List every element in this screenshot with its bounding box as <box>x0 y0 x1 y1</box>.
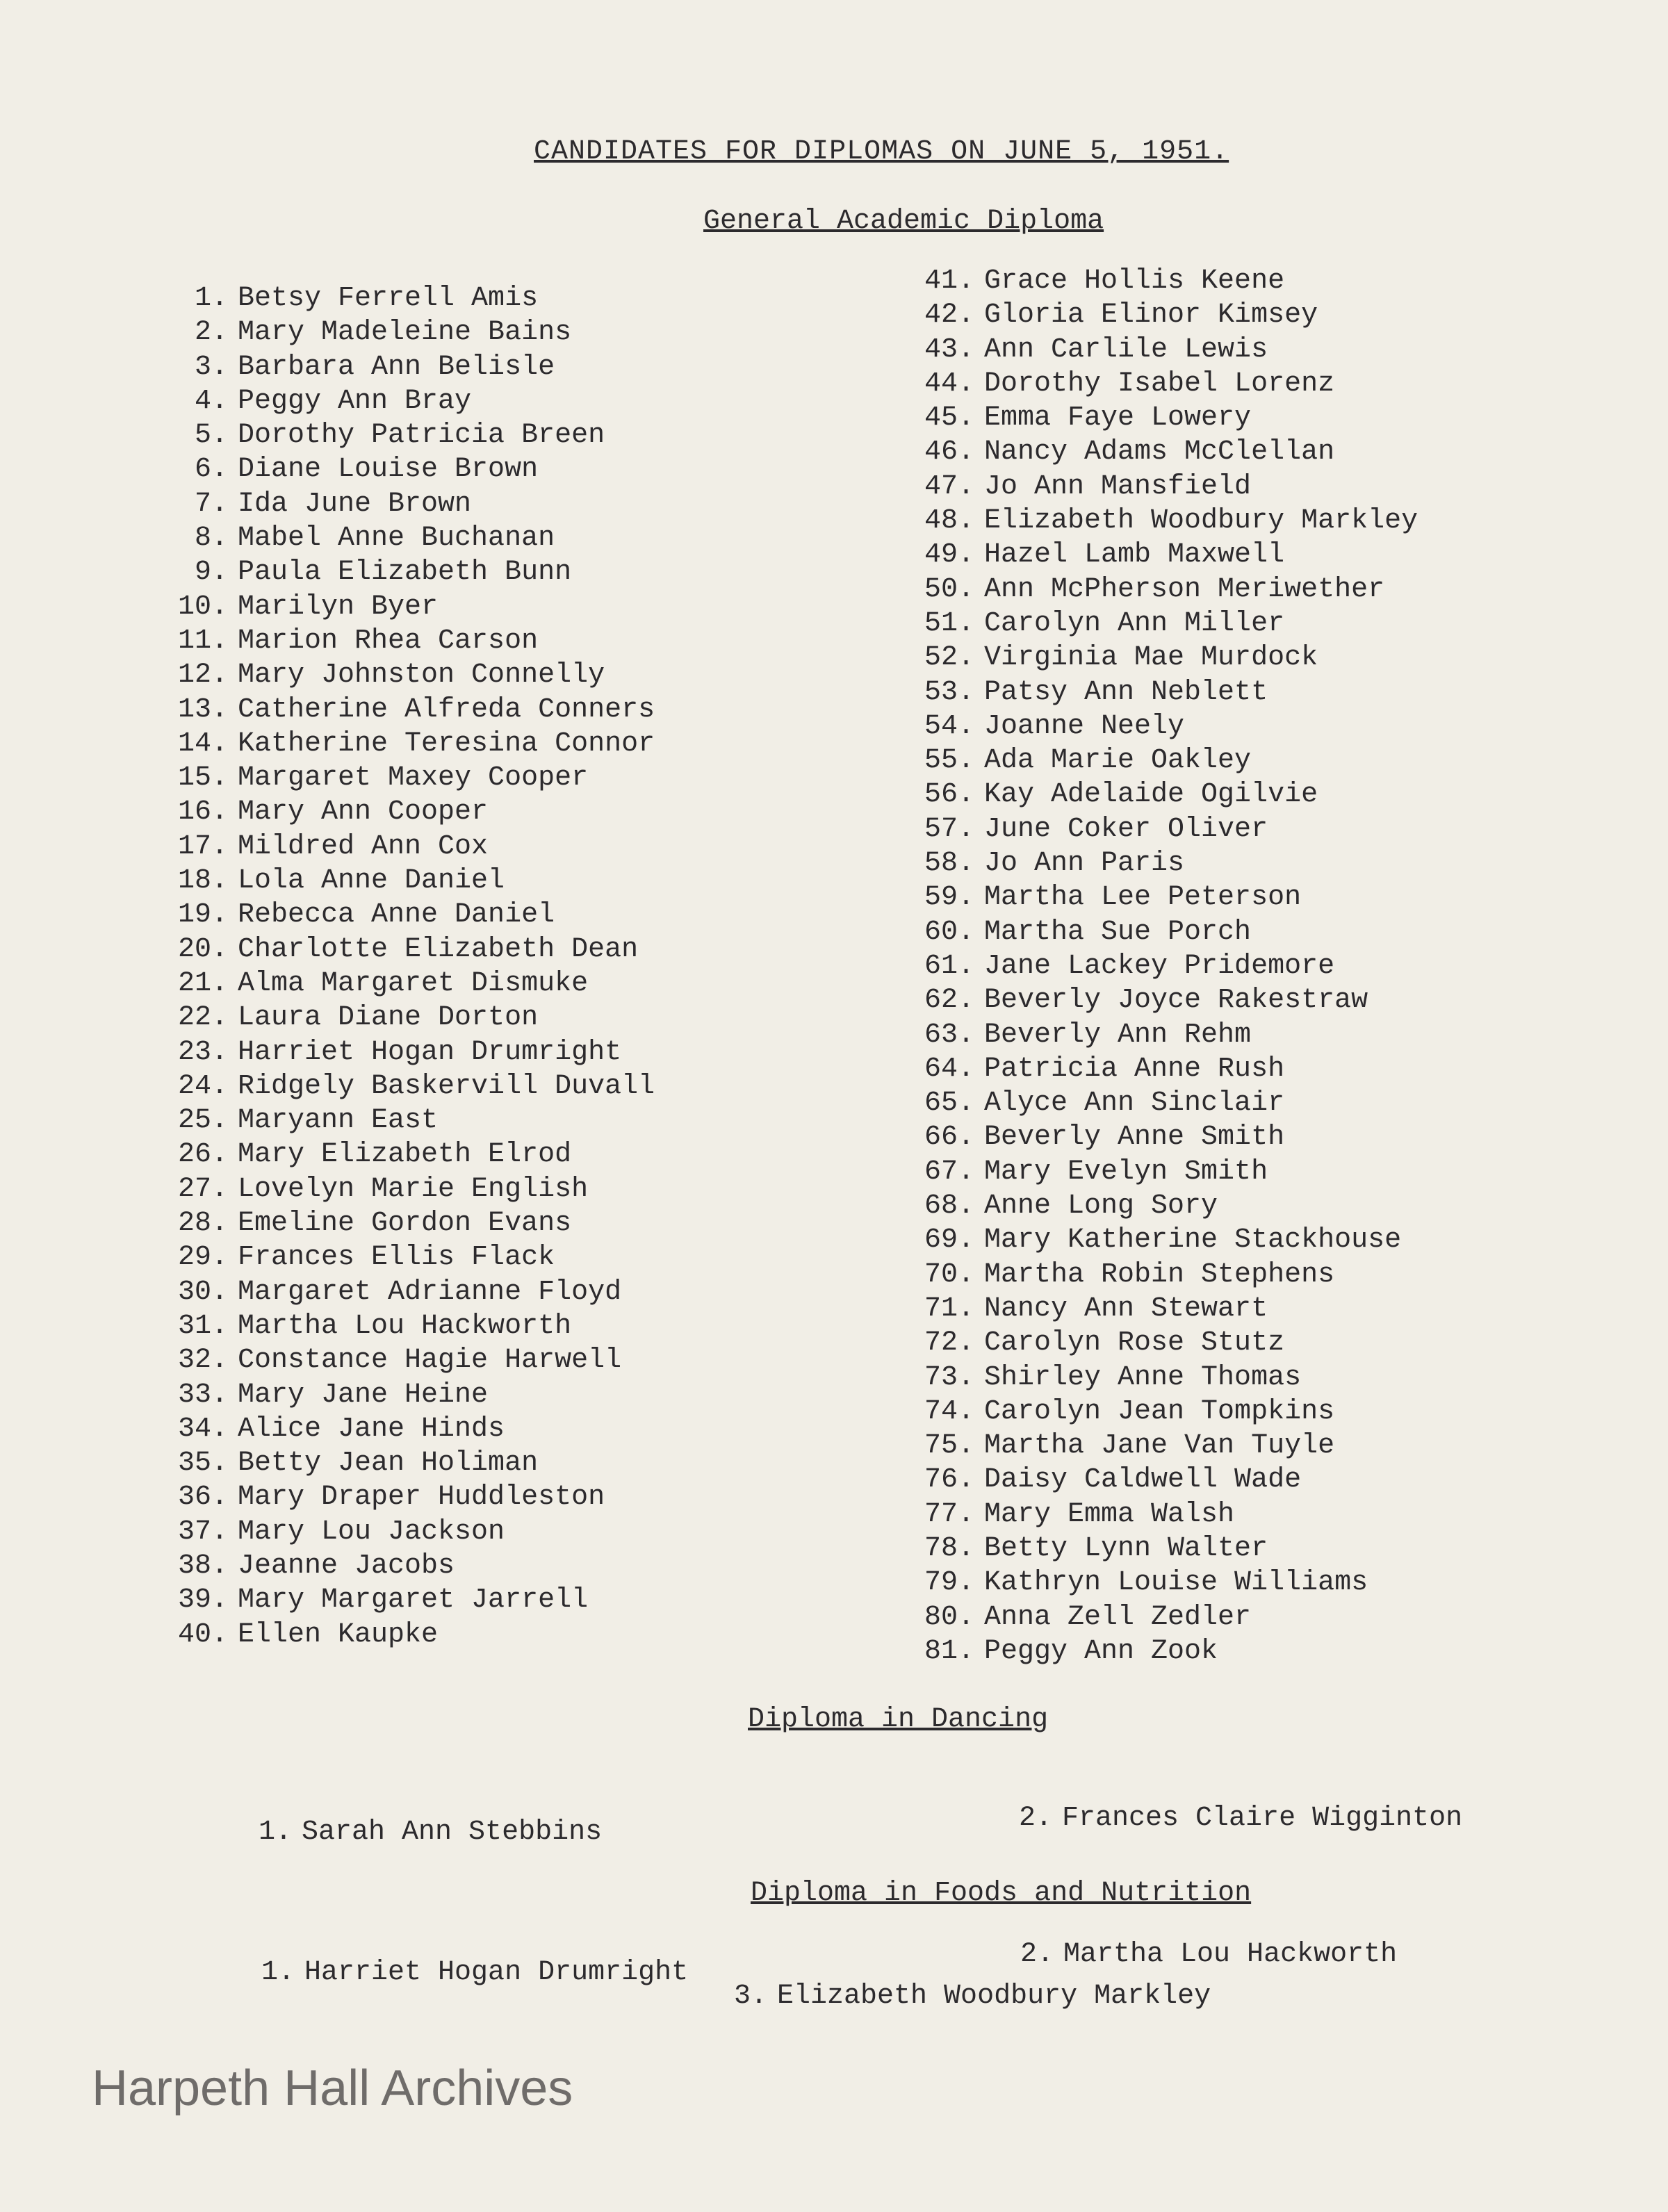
list-item <box>165 761 655 795</box>
list-item <box>912 1429 1418 1463</box>
candidate-name: Mary Katherine Stackhouse <box>984 1224 1402 1256</box>
candidate-name: Rebecca Anne Daniel <box>238 899 555 931</box>
entry-number: 23. <box>177 1036 228 1068</box>
entry-number: 80. <box>924 1601 974 1633</box>
list-item <box>165 1104 655 1138</box>
candidate-name: Ann Carlile Lewis <box>984 334 1268 366</box>
list-item <box>165 1001 655 1035</box>
entry-number: 60. <box>924 916 974 948</box>
candidate-name: Martha Robin Stephens <box>984 1259 1335 1291</box>
candidate-name: Beverly Anne Smith <box>984 1122 1285 1154</box>
entry-number: 28. <box>177 1208 228 1240</box>
candidate-name: Betsy Ferrell Amis <box>238 283 539 314</box>
candidate-name: Frances Claire Wigginton <box>1062 1803 1463 1834</box>
list-item <box>165 658 655 692</box>
entry-number: 44. <box>924 368 974 400</box>
candidate-name: Carolyn Ann Miller <box>984 607 1285 639</box>
entry-number: 30. <box>177 1276 228 1308</box>
candidate-name: Martha Jane Van Tuyle <box>984 1430 1335 1462</box>
candidate-name: Ada Marie Oakley <box>984 745 1252 777</box>
entry-number: 53. <box>924 676 974 708</box>
entry-number: 29. <box>177 1242 228 1274</box>
candidate-name: Frances Ellis Flack <box>238 1242 555 1274</box>
dancing-heading: Diploma in Dancing <box>748 1704 1049 1735</box>
candidate-name: Maryann East <box>238 1105 439 1137</box>
candidate-name: Shirley Anne Thomas <box>984 1361 1302 1393</box>
candidate-name: Martha Sue Porch <box>984 916 1252 948</box>
list-item <box>912 1600 1418 1635</box>
list-item <box>165 350 655 384</box>
candidate-name: Alma Margaret Dismuke <box>238 967 589 999</box>
entry-number: 45. <box>924 402 974 434</box>
entry-number: 72. <box>924 1327 974 1359</box>
list-item <box>912 1120 1418 1154</box>
list-item <box>165 1035 655 1070</box>
candidate-name: Peggy Ann Bray <box>238 385 472 417</box>
entry-number: 65. <box>924 1088 974 1120</box>
entry-number: 61. <box>924 950 974 982</box>
candidate-name: Lovelyn Marie English <box>238 1173 589 1205</box>
entry-number: 14. <box>177 728 228 760</box>
list-item <box>165 1138 655 1172</box>
candidate-name: Peggy Ann Zook <box>984 1635 1218 1667</box>
list-item <box>165 727 655 761</box>
candidate-name: Patricia Anne Rush <box>984 1053 1285 1085</box>
candidate-name: Gloria Elinor Kimsey <box>984 300 1318 331</box>
candidate-name: Katherine Teresina Connor <box>238 728 655 760</box>
candidate-name: Jane Lackey Pridemore <box>984 950 1335 982</box>
candidate-name: Carolyn Jean Tompkins <box>984 1395 1335 1427</box>
list-item <box>165 1070 655 1104</box>
entry-number: 81. <box>924 1635 974 1667</box>
candidate-name: Emma Faye Lowery <box>984 402 1252 434</box>
list-item <box>165 1206 655 1240</box>
entry-number: 49. <box>924 539 974 571</box>
entry-number: 27. <box>177 1173 228 1205</box>
candidate-name: Mary Lou Jackson <box>238 1516 505 1548</box>
entry-number: 50. <box>924 573 974 605</box>
entry-number: 3. <box>194 351 228 383</box>
list-item <box>165 693 655 727</box>
list-item <box>912 1326 1418 1360</box>
entry-number: 40. <box>177 1619 228 1650</box>
candidate-name: Betty Lynn Walter <box>984 1532 1268 1564</box>
candidate-name: Margaret Maxey Cooper <box>238 762 589 794</box>
candidate-name: Mary Madeleine Bains <box>238 317 572 349</box>
entry-number: 1. <box>194 283 228 314</box>
entry-number: 71. <box>924 1293 974 1325</box>
list-item <box>912 1018 1418 1052</box>
entry-number: 12. <box>177 659 228 691</box>
entry-number: 68. <box>924 1190 974 1222</box>
candidate-name: Mary Ann Cooper <box>238 796 489 828</box>
entry-number: 9. <box>194 557 228 589</box>
list-item <box>165 1618 655 1652</box>
list-item <box>165 452 655 486</box>
list-item <box>165 967 655 1001</box>
candidate-name: Harriet Hogan Drumright <box>304 1957 689 1988</box>
archive-watermark: Harpeth Hall Archives <box>92 2061 573 2116</box>
entry-number: 4. <box>194 385 228 417</box>
list-item <box>912 1258 1418 1292</box>
candidate-name: Daisy Caldwell Wade <box>984 1464 1302 1496</box>
entry-number: 73. <box>924 1361 974 1393</box>
candidate-name: Mary Emma Walsh <box>984 1498 1235 1530</box>
list-item <box>912 641 1418 675</box>
candidate-name: Kathryn Louise Williams <box>984 1567 1368 1599</box>
entry-number: 15. <box>177 762 228 794</box>
entry-number: 37. <box>177 1516 228 1548</box>
list-item <box>912 812 1418 846</box>
entry-number: 66. <box>924 1122 974 1154</box>
list-item <box>912 401 1418 435</box>
list-item <box>912 1189 1418 1223</box>
entry-number: 3. <box>734 1981 768 2012</box>
entry-number: 18. <box>177 865 228 897</box>
candidate-name: Margaret Adrianne Floyd <box>238 1276 622 1308</box>
candidate-name: Carolyn Rose Stutz <box>984 1327 1285 1359</box>
entry-number: 6. <box>194 454 228 486</box>
entry-number: 19. <box>177 899 228 931</box>
entry-number: 43. <box>924 334 974 366</box>
list-item <box>912 1635 1418 1669</box>
list-item <box>912 367 1418 401</box>
candidate-name: Laura Diane Dorton <box>238 1002 539 1034</box>
entry-number: 78. <box>924 1532 974 1564</box>
list-item <box>912 675 1418 710</box>
candidate-name: Elizabeth Woodbury Markley <box>984 505 1418 537</box>
list-item <box>165 487 655 521</box>
list-item <box>912 1498 1418 1532</box>
candidate-name: Mary Margaret Jarrell <box>238 1584 589 1616</box>
entry-number: 36. <box>177 1482 228 1514</box>
candidate-name: Kay Adelaide Ogilvie <box>984 779 1318 811</box>
entry-number: 26. <box>177 1139 228 1171</box>
candidate-name: Nancy Adams McClellan <box>984 436 1335 468</box>
list-item <box>912 710 1418 744</box>
candidate-name: Mary Draper Huddleston <box>238 1482 605 1514</box>
list-item <box>912 1086 1418 1120</box>
entry-number: 16. <box>177 796 228 828</box>
candidate-name: Mary Jane Heine <box>238 1379 489 1411</box>
entry-number: 33. <box>177 1379 228 1411</box>
candidate-name: Jo Ann Paris <box>984 848 1185 880</box>
list-item <box>165 1480 655 1514</box>
list-item <box>165 1446 655 1480</box>
list-item <box>912 1566 1418 1600</box>
candidate-name: Joanne Neely <box>984 710 1185 742</box>
candidate-name: Constance Hagie Harwell <box>238 1345 622 1377</box>
foods-entry <box>261 1957 688 1988</box>
candidate-name: Elizabeth Woodbury Markley <box>777 1981 1211 2012</box>
candidate-name: Grace Hollis Keene <box>984 265 1285 297</box>
entry-number: 47. <box>924 470 974 502</box>
entry-number: 39. <box>177 1584 228 1616</box>
list-item <box>912 846 1418 880</box>
entry-number: 58. <box>924 848 974 880</box>
entry-number: 20. <box>177 933 228 965</box>
candidate-name: Mary Johnston Connelly <box>238 659 605 691</box>
list-item <box>912 880 1418 915</box>
entry-number: 38. <box>177 1550 228 1582</box>
dancing-entry <box>1019 1803 1462 1834</box>
list-item <box>912 915 1418 949</box>
entry-number: 5. <box>194 420 228 452</box>
candidate-name: Jeanne Jacobs <box>238 1550 455 1582</box>
entry-number: 11. <box>177 625 228 657</box>
list-item <box>912 298 1418 332</box>
candidate-name: Patsy Ann Neblett <box>984 676 1268 708</box>
entry-number: 34. <box>177 1413 228 1445</box>
entry-number: 56. <box>924 779 974 811</box>
entry-number: 2. <box>1019 1803 1053 1834</box>
candidate-name: Jo Ann Mansfield <box>984 470 1252 502</box>
list-item <box>165 1583 655 1617</box>
entry-number: 59. <box>924 882 974 914</box>
candidate-name: Diane Louise Brown <box>238 454 539 486</box>
entry-number: 62. <box>924 985 974 1017</box>
entry-number: 41. <box>924 265 974 297</box>
candidate-name: Ann McPherson Meriwether <box>984 573 1385 605</box>
entry-number: 2. <box>1020 1939 1054 1970</box>
entry-number: 42. <box>924 300 974 331</box>
list-item <box>912 1463 1418 1497</box>
foods-heading: Diploma in Foods and Nutrition <box>751 1878 1252 1909</box>
candidate-name: Beverly Ann Rehm <box>984 1019 1252 1051</box>
entry-number: 22. <box>177 1002 228 1034</box>
list-item <box>912 983 1418 1017</box>
list-item <box>912 264 1418 298</box>
entry-number: 10. <box>177 591 228 623</box>
candidate-name: June Coker Oliver <box>984 813 1268 845</box>
list-item <box>165 281 655 316</box>
foods-entry <box>1020 1939 1397 1970</box>
entry-number: 8. <box>194 523 228 555</box>
entry-number: 31. <box>177 1310 228 1342</box>
dancing-entry <box>259 1817 602 1848</box>
candidate-name: Catherine Alfreda Conners <box>238 694 655 726</box>
candidate-name: Nancy Ann Stewart <box>984 1293 1268 1325</box>
candidate-name: Barbara Ann Belisle <box>238 351 555 383</box>
list-item <box>165 830 655 864</box>
list-item <box>912 504 1418 538</box>
candidate-name: Dorothy Patricia Breen <box>238 420 605 452</box>
candidate-name: Virginia Mae Murdock <box>984 642 1318 674</box>
list-item <box>912 1292 1418 1326</box>
entry-number: 1. <box>261 1957 295 1988</box>
list-item <box>912 538 1418 572</box>
list-item <box>165 316 655 350</box>
entry-number: 13. <box>177 694 228 726</box>
entry-number: 54. <box>924 710 974 742</box>
candidate-name: Martha Lee Peterson <box>984 882 1302 914</box>
list-item <box>912 470 1418 504</box>
candidate-name: Marilyn Byer <box>238 591 439 623</box>
entry-number: 7. <box>194 488 228 520</box>
list-item <box>165 624 655 658</box>
list-item <box>912 778 1418 812</box>
page-title: CANDIDATES FOR DIPLOMAS ON JUNE 5, 1951. <box>534 136 1229 167</box>
candidate-name: Alice Jane Hinds <box>238 1413 505 1445</box>
list-item <box>165 898 655 932</box>
list-item <box>165 1412 655 1446</box>
candidate-name: Anna Zell Zedler <box>984 1601 1252 1633</box>
candidate-name: Mabel Anne Buchanan <box>238 523 555 555</box>
entry-number: 75. <box>924 1430 974 1462</box>
entry-number: 64. <box>924 1053 974 1085</box>
entry-number: 2. <box>194 317 228 349</box>
entry-number: 25. <box>177 1105 228 1137</box>
entry-number: 48. <box>924 505 974 537</box>
candidate-name: Charlotte Elizabeth Dean <box>238 933 639 965</box>
list-item <box>912 1532 1418 1566</box>
candidate-name: Mary Elizabeth Elrod <box>238 1139 572 1171</box>
general-academic-right-list <box>912 264 1418 1669</box>
candidate-name: Ida June Brown <box>238 488 472 520</box>
entry-number: 55. <box>924 745 974 777</box>
list-item <box>912 573 1418 607</box>
entry-number: 24. <box>177 1070 228 1102</box>
entry-number: 21. <box>177 967 228 999</box>
list-item <box>165 795 655 829</box>
candidate-name: Beverly Joyce Rakestraw <box>984 985 1368 1017</box>
list-item <box>165 384 655 418</box>
list-item <box>912 1395 1418 1429</box>
candidate-name: Ridgely Baskervill Duvall <box>238 1070 655 1102</box>
list-item <box>165 1309 655 1343</box>
list-item <box>912 607 1418 641</box>
list-item <box>165 1515 655 1549</box>
list-item <box>912 1361 1418 1395</box>
list-item <box>165 1378 655 1412</box>
list-item <box>912 949 1418 983</box>
candidate-name: Martha Lou Hackworth <box>238 1310 572 1342</box>
list-item <box>912 1223 1418 1257</box>
list-item <box>165 521 655 555</box>
entry-number: 51. <box>924 607 974 639</box>
list-item <box>165 555 655 589</box>
candidate-name: Betty Jean Holiman <box>238 1448 539 1480</box>
entry-number: 74. <box>924 1395 974 1427</box>
list-item <box>912 333 1418 367</box>
entry-number: 1. <box>259 1817 293 1848</box>
list-item <box>165 1172 655 1206</box>
candidate-name: Paula Elizabeth Bunn <box>238 557 572 589</box>
entry-number: 35. <box>177 1448 228 1480</box>
entry-number: 17. <box>177 830 228 862</box>
candidate-name: Harriet Hogan Drumright <box>238 1036 622 1068</box>
list-item <box>165 864 655 898</box>
list-item <box>912 1155 1418 1189</box>
entry-number: 57. <box>924 813 974 845</box>
general-academic-left-list <box>165 281 655 1652</box>
list-item <box>165 418 655 452</box>
entry-number: 70. <box>924 1259 974 1291</box>
candidate-name: Emeline Gordon Evans <box>238 1208 572 1240</box>
candidate-name: Hazel Lamb Maxwell <box>984 539 1285 571</box>
candidate-name: Marion Rhea Carson <box>238 625 539 657</box>
candidate-name: Ellen Kaupke <box>238 1619 439 1650</box>
entry-number: 63. <box>924 1019 974 1051</box>
list-item <box>165 1343 655 1377</box>
list-item <box>165 1240 655 1275</box>
list-item <box>165 933 655 967</box>
entry-number: 77. <box>924 1498 974 1530</box>
list-item <box>912 435 1418 469</box>
candidate-name: Anne Long Sory <box>984 1190 1218 1222</box>
candidate-name: Mary Evelyn Smith <box>984 1156 1268 1188</box>
entry-number: 52. <box>924 642 974 674</box>
candidate-name: Dorothy Isabel Lorenz <box>984 368 1335 400</box>
general-academic-heading: General Academic Diploma <box>703 206 1104 237</box>
candidate-name: Sarah Ann Stebbins <box>302 1817 603 1848</box>
list-item <box>165 590 655 624</box>
entry-number: 46. <box>924 436 974 468</box>
list-item <box>912 1052 1418 1086</box>
candidate-name: Mildred Ann Cox <box>238 830 489 862</box>
entry-number: 79. <box>924 1567 974 1599</box>
candidate-name: Martha Lou Hackworth <box>1063 1939 1398 1970</box>
candidate-name: Lola Anne Daniel <box>238 865 505 897</box>
foods-entry <box>734 1981 1211 2012</box>
entry-number: 32. <box>177 1345 228 1377</box>
list-item <box>165 1549 655 1583</box>
candidate-name: Alyce Ann Sinclair <box>984 1088 1285 1120</box>
list-item <box>912 744 1418 778</box>
list-item <box>165 1275 655 1309</box>
entry-number: 76. <box>924 1464 974 1496</box>
entry-number: 69. <box>924 1224 974 1256</box>
entry-number: 67. <box>924 1156 974 1188</box>
